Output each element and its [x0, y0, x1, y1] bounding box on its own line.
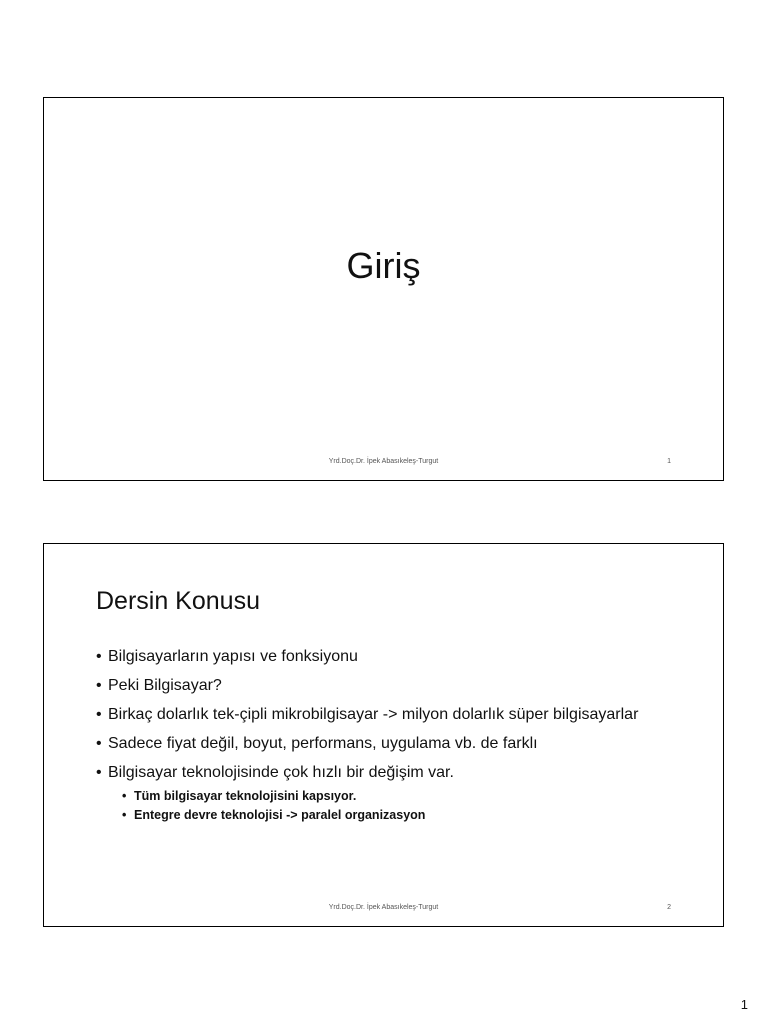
slide-2 [43, 543, 724, 927]
sub-bullet-item: • Tüm bilgisayar teknolojisini kapsıyor. [122, 787, 696, 806]
sub-bullet-list [122, 787, 696, 825]
slide-1 [43, 97, 724, 481]
bullet-item-with-subitems [96, 763, 696, 825]
bullet-item-text: Bilgisayar teknolojisinde çok hızlı bir değişim var. [108, 764, 454, 781]
bullet-list [96, 647, 696, 825]
sub-bullet-item: • Entegre devre teknolojisi -> paralel organizasyon [122, 806, 696, 825]
page-number: 1 [740, 997, 748, 1012]
slide-number: 2 [667, 904, 671, 911]
bullet-item: • Sadece fiyat değil, boyut, performans, uygulama vb. de farklı [96, 734, 696, 754]
bullet-item: • Peki Bilgisayar? [96, 676, 696, 696]
bullet-item: • Bilgisayarların yapısı ve fonksiyonu [96, 647, 696, 667]
slide-title: Dersin Konusu [96, 587, 260, 615]
bullet-item: • Birkaç dolarlık tek-çipli mikrobilgisayar -> milyon dolarlık süper bilgisayarlar [96, 705, 696, 725]
slide-footer: Yrd.Doç.Dr. İpek Abasıkeleş-Turgut [328, 904, 439, 911]
slide-title: Giriş [346, 245, 421, 286]
slide-footer: Yrd.Doç.Dr. İpek Abasıkeleş-Turgut [328, 458, 439, 465]
slide-number: 1 [667, 458, 671, 465]
